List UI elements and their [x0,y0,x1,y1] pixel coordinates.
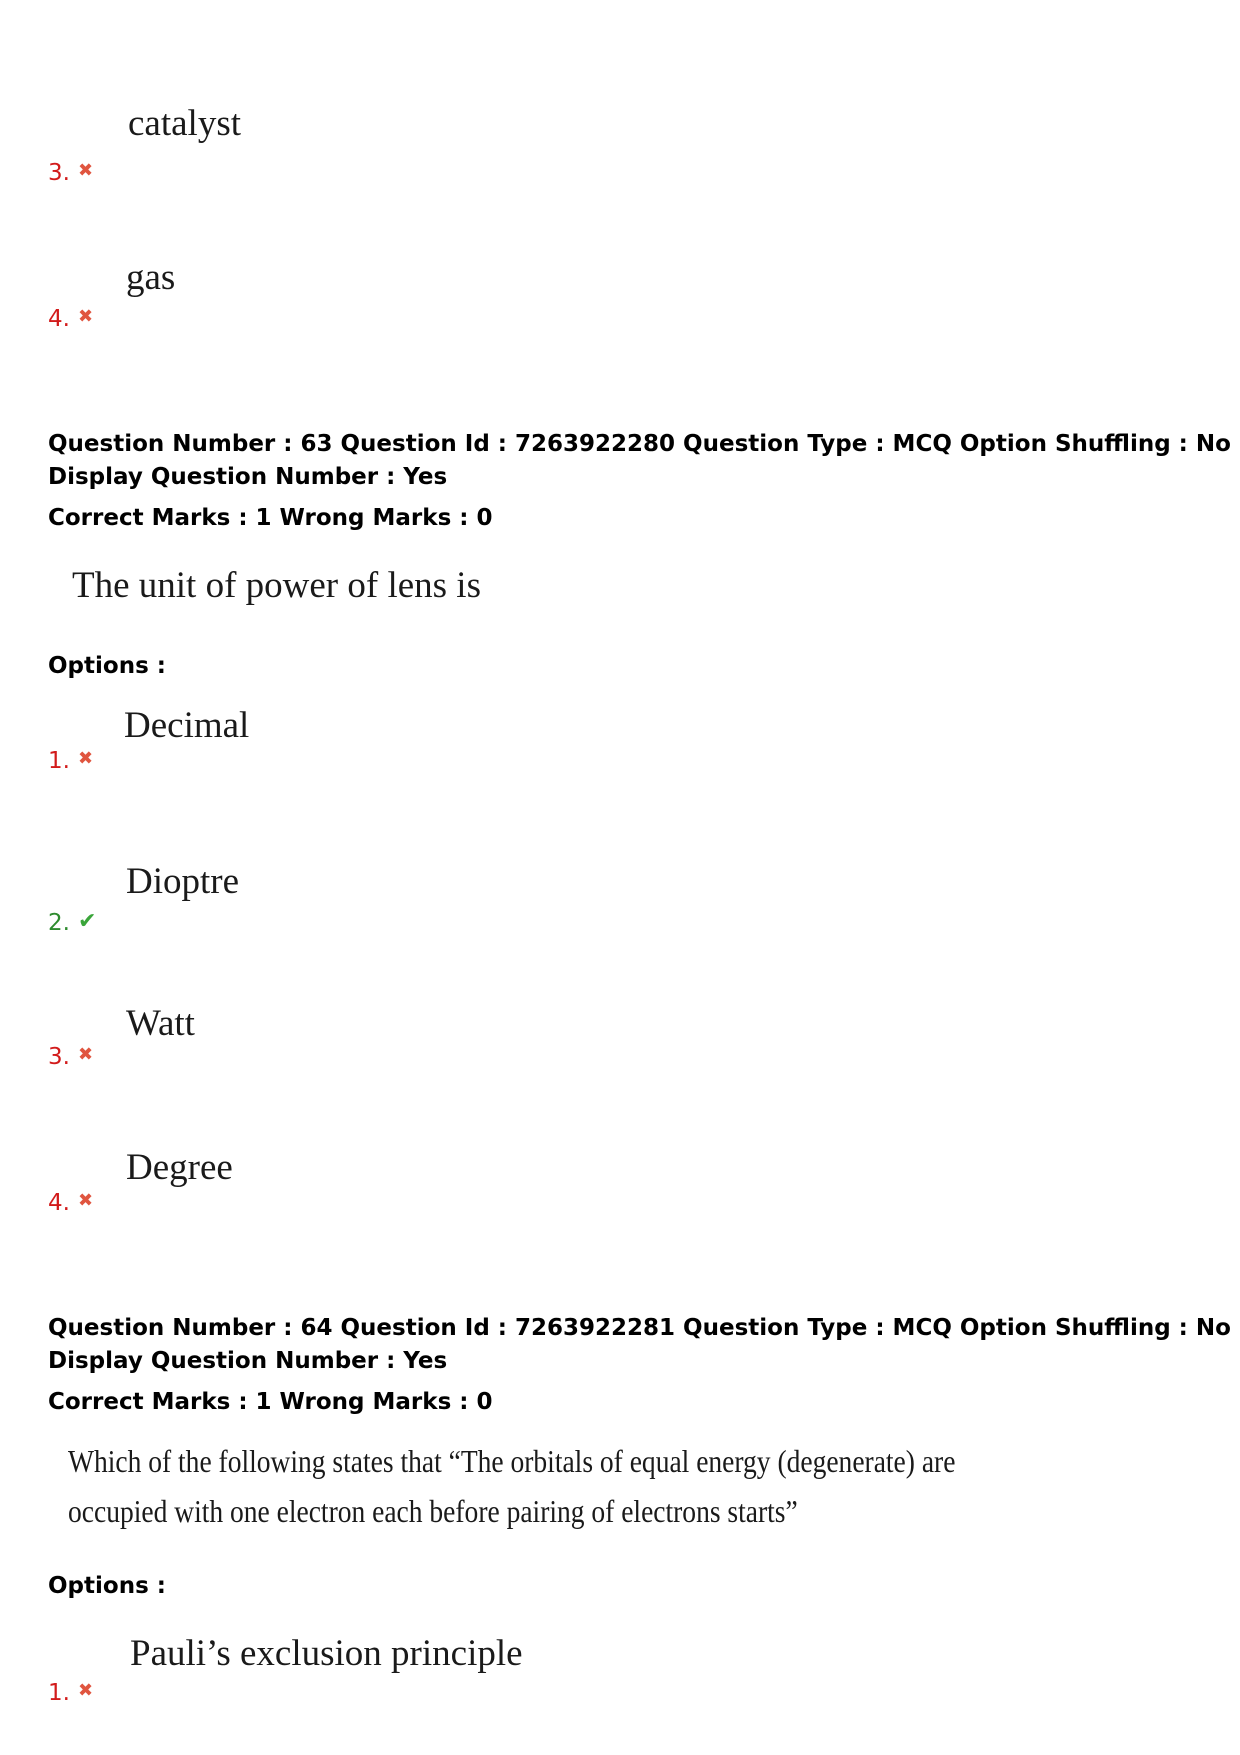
cross-icon: ✖ [77,1680,94,1701]
question-text [68,1436,955,1536]
option-number: 3. ✖ [48,1044,94,1070]
option-text: catalyst [128,103,242,144]
option-number: 2. ✔ [48,909,97,936]
check-icon: ✔ [77,909,97,934]
question-text-line: occupied with one electron each before pairing of electrons starts” [68,1493,798,1529]
cross-icon: ✖ [77,748,94,769]
marks-line: Correct Marks : 1 Wrong Marks : 0 [48,505,493,531]
cross-icon: ✖ [77,160,94,181]
marks-line: Correct Marks : 1 Wrong Marks : 0 [48,1389,493,1415]
question-text: The unit of power of lens is [72,565,481,606]
option-text: Dioptre [126,861,240,902]
options-label: Options : [48,653,166,679]
option-number: 3. ✖ [48,160,94,186]
question-meta-line: Question Number : 63 Question Id : 7263922280 Question Type : MCQ Option Shuffling : No [48,431,1231,457]
option-text: Watt [126,1003,195,1044]
options-label: Options : [48,1573,166,1599]
question-header [48,428,1231,494]
question-meta-line: Question Number : 64 Question Id : 7263922281 Question Type : MCQ Option Shuffling : No [48,1315,1231,1341]
question-text-line: Which of the following states that “The orbitals of equal energy (degenerate) are [68,1443,956,1479]
cross-icon: ✖ [77,306,94,327]
display-question-number: Display Question Number : Yes [48,464,448,490]
option-number: 1. ✖ [48,1680,94,1706]
cross-icon: ✖ [77,1190,94,1211]
cross-icon: ✖ [77,1044,94,1065]
option-number: 4. ✖ [48,306,94,332]
option-text: Pauli’s exclusion principle [130,1633,523,1674]
question-header [48,1312,1231,1378]
display-question-number: Display Question Number : Yes [48,1348,448,1374]
option-text: Degree [126,1147,233,1188]
option-text: gas [126,257,176,298]
option-number: 1. ✖ [48,748,94,774]
option-text: Decimal [124,705,250,746]
option-number: 4. ✖ [48,1190,94,1216]
